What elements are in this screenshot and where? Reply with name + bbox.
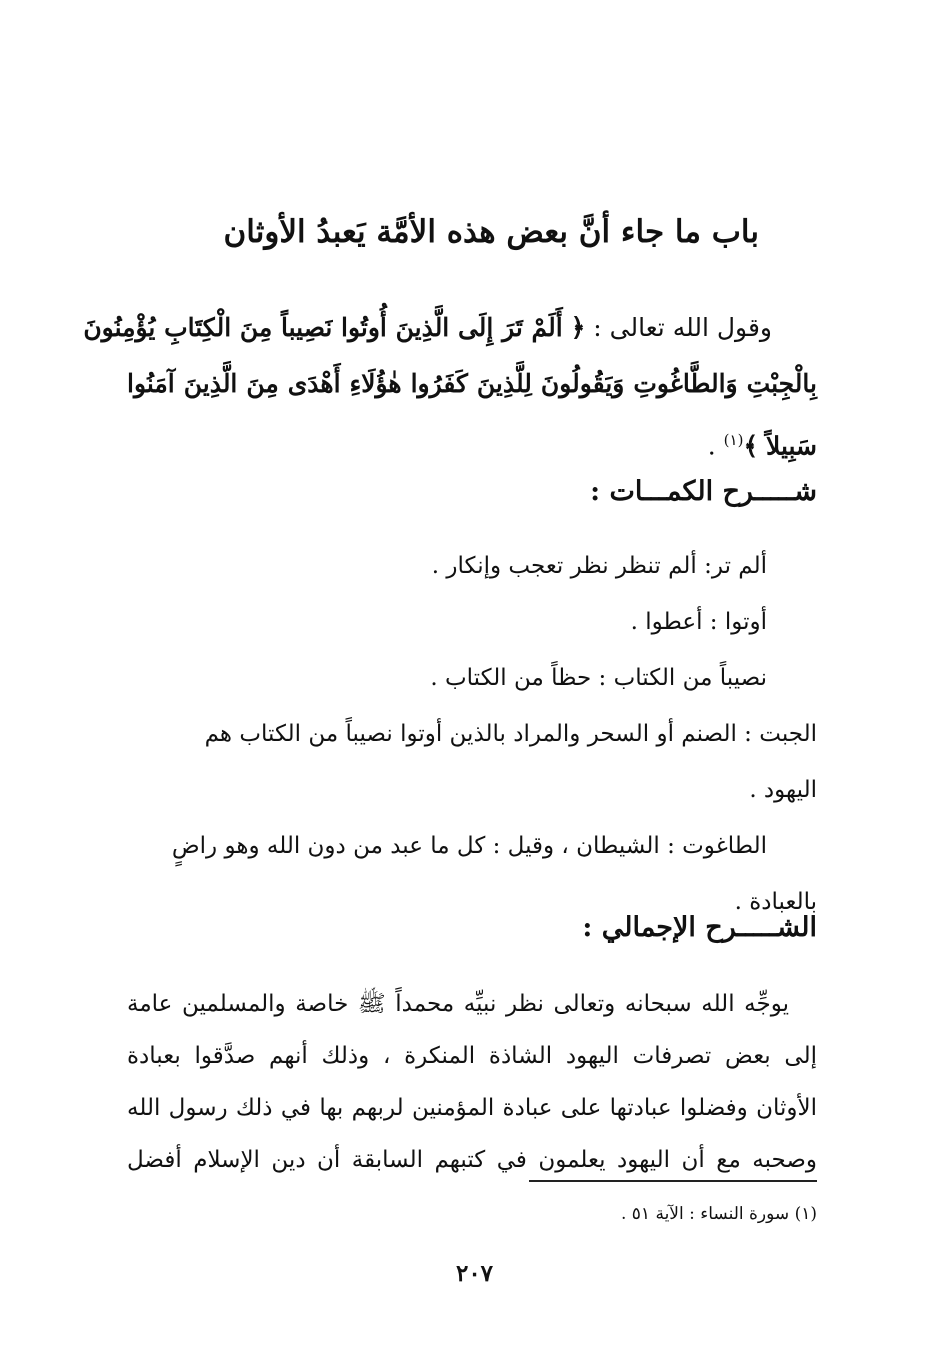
summary-line: الأوثان وفضلوا عبادتها على عبادة المؤمنين لربهم بها في ذلك رسول الله <box>127 1095 817 1121</box>
definition-item: نصيباً من الكتاب : حظاً من الكتاب . <box>430 665 767 691</box>
definition-item: الطاغوت : الشيطان ، وقيل : كل ما عبد من دون الله وهو راضٍ <box>171 833 767 859</box>
verse-text-1: أَلَمْ تَرَ إِلَى الَّذِينَ أُوتُوا نَصِيباً مِنَ الْكِتَابِ يُؤْمِنُونَ <box>83 313 563 342</box>
section-heading-summary: الشـــــرح الإجمالي : <box>582 912 817 943</box>
footnote: (١) سورة النساء : الآية ٥١ . <box>620 1204 817 1224</box>
summary-line: يوجِّه الله سبحانه وتعالى نظر نبيِّه محمداً ﷺ خاصة والمسلمين عامة <box>127 991 789 1017</box>
verse-open-bracket: ﴿ <box>570 313 586 342</box>
definition-continuation: اليهود . <box>749 777 817 803</box>
page-number: ٢٠٧ <box>455 1260 494 1287</box>
summary-line: إلى بعض تصرفات اليهود الشاذة المنكرة ، وذلك أنهم صدَّقوا بعبادة <box>127 1043 817 1069</box>
quran-verse-block <box>83 300 817 474</box>
definition-item: أوتوا : أعطوا . <box>630 609 767 635</box>
summary-line: وصحبه مع أن اليهود يعلمون في كتبهم السابقة أن دين الإسلام أفضل <box>127 1147 817 1173</box>
verse-end-mark: . <box>707 431 716 461</box>
footnote-divider <box>529 1180 817 1182</box>
footnote-reference: (١) <box>723 431 744 449</box>
definition-item: ألم تر: ألم تنظر نظر تعجب وإنكار . <box>431 553 767 579</box>
verse-close-bracket: ﴾ <box>743 431 759 461</box>
verse-intro: وقول الله تعالى : <box>593 313 772 342</box>
definition-item: الجبت : الصنم أو السحر والمراد بالذين أوتوا نصيباً من الكتاب هم <box>204 721 817 747</box>
section-heading-words: شـــــرح الكمـــات : <box>590 476 817 507</box>
definition-continuation: بالعبادة . <box>734 889 817 915</box>
verse-line-3 <box>127 412 817 474</box>
verse-text-2: بِالْجِبْتِ وَالطَّاغُوتِ وَيَقُولُونَ لِلَّذِينَ كَفَرُوا هٰؤُلَاءِ أَهْدَى مِنَ الَّذِينَ آمَنُوا <box>127 369 817 398</box>
verse-line-1 <box>83 300 817 356</box>
word-definitions <box>127 538 817 930</box>
chapter-title: باب ما جاء أنَّ بعض هذه الأمَّة يَعبدُ الأوثان <box>223 214 759 250</box>
summary-paragraph <box>127 978 817 1186</box>
verse-text-3: سَبِيلاً <box>766 431 817 461</box>
